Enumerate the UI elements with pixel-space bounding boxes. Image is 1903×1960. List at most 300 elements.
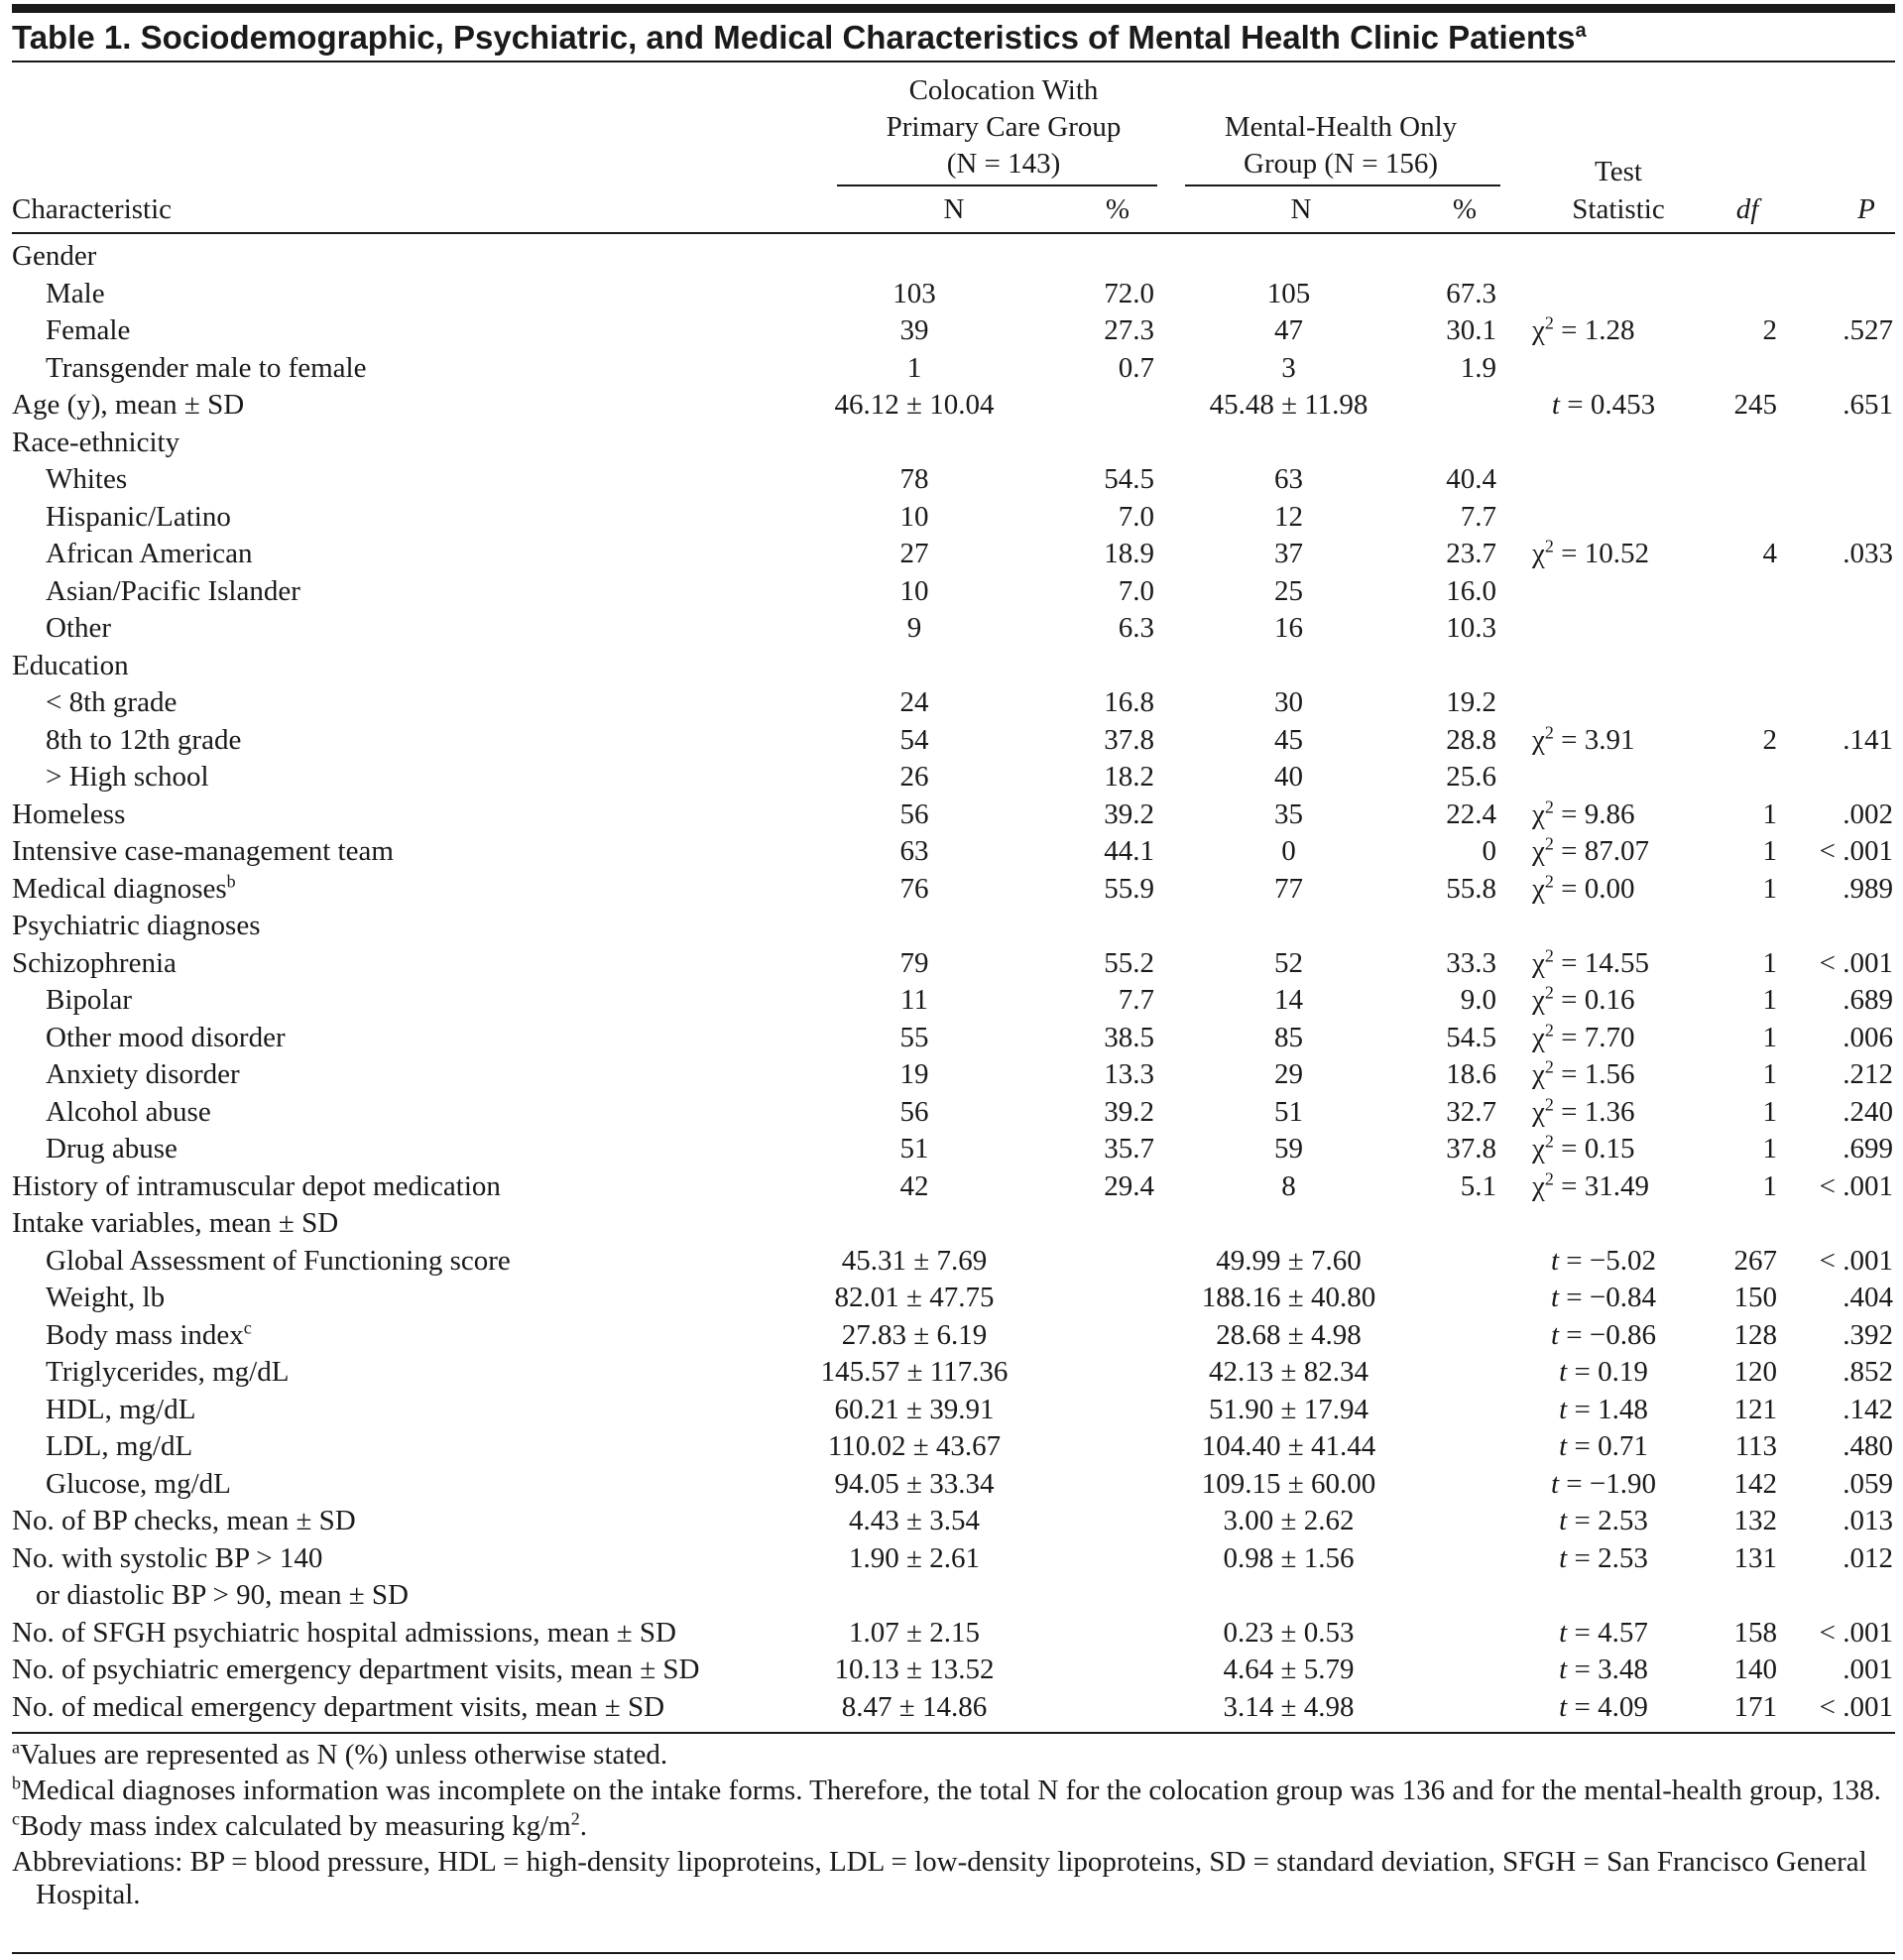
row-label [12,1392,859,1429]
cell-n-mental-health: 77 [1274,872,1303,905]
cell-df: 142 [1733,1467,1777,1500]
cell-test-statistic: t = 0.19 [1559,1356,1648,1388]
cell-n-mental-health: 25 [1274,574,1303,607]
row-label-text: Other mood disorder [46,1021,286,1053]
cell-df: 150 [1733,1282,1777,1313]
cell-test-statistic: t = 0.453 [1551,389,1656,421]
cell-p-value: .002 [1843,797,1893,830]
row-label [12,1503,825,1540]
row-label-text: LDL, mg/dL [46,1430,193,1462]
cell-mean-mental-health: 42.13 ± 82.34 [1209,1356,1368,1388]
cell-pct-mental-health: 18.6 [1446,1058,1496,1090]
row-label-text: Body mass index [46,1318,244,1351]
cell-mean-mental-health: 45.48 ± 11.98 [1209,389,1368,421]
cell-n-mental-health: 85 [1274,1021,1303,1053]
row-label [12,1243,859,1281]
cell-pct-colocation: 7.0 [1118,500,1154,533]
cell-pct-colocation: 54.5 [1104,463,1154,495]
cell-pct-mental-health: 0 [1482,835,1496,867]
cell-pct-colocation: 39.2 [1104,1095,1154,1128]
table-body [12,238,1895,1726]
cell-p-value: .404 [1843,1282,1893,1313]
cell-pct-colocation: 35.7 [1104,1133,1154,1164]
cell-test-statistic: $\chi^2 = 7.70$ [1532,1019,1635,1053]
cell-df: 131 [1733,1541,1777,1574]
chi-square-value: 31.49 [1584,1169,1649,1202]
cell-p-value: .651 [1843,389,1893,421]
cell-n-colocation: 51 [899,1133,929,1164]
row-label-text: Weight, lb [46,1282,166,1313]
table-row [12,908,1895,945]
chi-square-exponent: 2 [1544,833,1554,854]
footnote [12,1846,1895,1911]
t-symbol: t [1559,1690,1568,1723]
table-row [12,1205,1895,1243]
chi-square-value: 1.56 [1584,1058,1635,1090]
row-label-text: No. of SFGH psychiatric hospital admissions, mean ± SD [12,1616,676,1649]
row-label [12,796,825,834]
row-label-text: No. of psychiatric emergency department visits, mean ± SD [12,1654,700,1685]
cell-n-mental-health: 3 [1281,351,1296,384]
cell-n-mental-health: 35 [1274,797,1303,830]
cell-n-mental-health: 59 [1274,1133,1303,1164]
table-row [12,610,1895,648]
title-rule [12,61,1895,62]
t-symbol: t [1559,1505,1568,1536]
table-row [12,1652,1895,1689]
chi-square-exponent: 2 [1544,721,1554,742]
cell-test-statistic: $\chi^2 = 1.56$ [1532,1056,1635,1090]
row-label-text: African American [46,538,253,569]
row-label-text: Other [46,612,112,644]
row-label [12,1354,859,1392]
cell-df: 2 [1762,314,1777,346]
cell-pct-mental-health: 32.7 [1446,1095,1496,1128]
cell-p-value: .013 [1843,1505,1893,1536]
cell-test-statistic: t = 4.09 [1559,1690,1648,1723]
row-label [12,1131,859,1168]
df-header: df [1735,193,1759,225]
chi-square-exponent: 2 [1544,982,1554,1003]
row-label-text: No. with systolic BP > 140 [12,1541,323,1574]
table-row [12,350,1895,388]
cell-pct-colocation: 13.3 [1104,1058,1154,1090]
cell-pct-colocation: 29.4 [1104,1169,1154,1202]
cell-n-colocation: 11 [900,984,928,1016]
t-value: −5.02 [1589,1244,1657,1277]
cell-test-statistic: t = −5.02 [1550,1244,1657,1277]
row-label [12,1689,825,1727]
cell-mean-mental-health: 4.64 ± 5.79 [1223,1654,1355,1685]
group1-span-rule [837,184,1157,186]
cell-pct-colocation: 7.0 [1118,574,1154,607]
cell-p-value: .001 [1843,1654,1893,1685]
table-row [12,945,1895,983]
cell-test-statistic: $\chi^2 = 10.52$ [1532,536,1649,569]
table-row [12,1280,1895,1317]
cell-p-value: .141 [1843,723,1893,756]
cell-p-value: .480 [1843,1430,1893,1462]
cell-pct-mental-health: 28.8 [1446,723,1496,756]
cell-n-colocation: 1 [906,351,922,384]
cell-df: 1 [1762,984,1777,1016]
table-title-text: Table 1. Sociodemographic, Psychiatric, and Medical Characteristics of Mental Health Clinic Patients [12,19,1576,56]
footnote-mark: b [226,870,236,891]
cell-mean-mental-health: 28.68 ± 4.98 [1216,1318,1362,1351]
t-value: 1.48 [1598,1393,1648,1425]
table-row [12,1466,1895,1504]
cell-df: 158 [1733,1616,1777,1649]
t-symbol: t [1550,1318,1560,1351]
cell-p-value: .142 [1843,1393,1893,1425]
cell-n-colocation: 19 [899,1058,929,1090]
row-label [12,1056,859,1094]
row-label-text: HDL, mg/dL [46,1393,196,1425]
table-row [12,1056,1895,1094]
cell-pct-mental-health: 23.7 [1446,538,1496,569]
t-symbol: t [1559,1356,1568,1388]
cell-n-mental-health: 51 [1274,1095,1303,1128]
cell-test-statistic: t = 2.53 [1559,1541,1648,1574]
footnote-text: Body mass index calculated by measuring kg/m [20,1810,571,1842]
cell-n-colocation: 26 [899,761,929,793]
row-label [12,1540,825,1615]
cell-df: 1 [1762,1021,1777,1053]
table-row [12,833,1895,871]
chi-square-exponent: 2 [1544,870,1554,891]
cell-pct-mental-health: 30.1 [1446,314,1496,346]
cell-test-statistic: $\chi^2 = 3.91$ [1532,721,1635,756]
cell-n-colocation: 55 [899,1021,929,1053]
cell-pct-colocation: 16.8 [1104,686,1154,718]
t-value: 0.71 [1598,1430,1648,1462]
characteristic-header: Characteristic [12,193,173,225]
cell-p-value: < .001 [1819,946,1893,979]
cell-n-colocation: 10 [899,500,929,533]
t-value: 2.53 [1598,1541,1648,1574]
cell-mean-colocation: 60.21 ± 39.91 [834,1393,995,1425]
cell-n-mental-health: 12 [1274,500,1303,533]
table-row [12,1168,1895,1206]
t-symbol: t [1551,389,1560,421]
cell-mean-mental-health: 104.40 ± 41.44 [1201,1430,1376,1462]
cell-n-colocation: 78 [899,463,929,495]
cell-p-value: .059 [1843,1467,1893,1500]
cell-p-value: .212 [1843,1058,1893,1090]
footnote-tail: . [579,1810,587,1842]
chi-square-value: 87.07 [1584,835,1649,867]
cell-df: 1 [1762,1133,1777,1164]
row-label [12,1020,859,1057]
cell-n-mental-health: 0 [1281,835,1296,867]
row-label [12,350,859,388]
p-header: P [1857,193,1875,225]
row-label-text: Psychiatric diagnoses [12,910,261,941]
cell-mean-colocation: 45.31 ± 7.69 [841,1244,988,1277]
row-label [12,387,825,425]
chi-square-exponent: 2 [1544,1093,1554,1114]
row-label [12,1317,859,1355]
row-label-text: Education [12,649,129,681]
t-symbol: t [1550,1282,1560,1313]
cell-mean-colocation: 1.07 ± 2.15 [849,1616,980,1649]
footnote [12,1810,1895,1843]
row-label [12,759,859,796]
table-row [12,536,1895,573]
table-row [12,1317,1895,1355]
cell-n-colocation: 39 [899,314,929,346]
chi-square-exponent: 2 [1544,536,1554,556]
group1-header-line1: Colocation With [908,74,1099,106]
t-symbol: t [1550,1467,1560,1500]
chi-square-exponent: 2 [1544,1056,1554,1077]
footnote-mark: a [12,1737,20,1758]
row-label [12,312,859,350]
t-symbol: t [1559,1616,1568,1649]
row-label [12,648,825,685]
cell-n-colocation: 79 [899,946,929,979]
end-rule [12,1952,1895,1954]
cell-p-value: < .001 [1819,1690,1893,1723]
cell-mean-mental-health: 188.16 ± 40.80 [1201,1282,1376,1313]
row-label-text: Male [46,277,105,309]
table-row [12,499,1895,537]
chi-square-value: 7.70 [1584,1021,1635,1053]
row-label [12,1094,859,1132]
row-label [12,1168,825,1206]
cell-p-value: .989 [1843,872,1893,905]
table-row [12,1503,1895,1540]
chi-square-exponent: 2 [1544,796,1554,816]
table-row [12,684,1895,722]
row-label-text: Drug abuse [46,1133,178,1164]
cell-df: 1 [1762,1095,1777,1128]
table-row [12,648,1895,685]
cell-pct-colocation: 6.3 [1118,612,1154,644]
cell-p-value: < .001 [1819,835,1893,867]
footnote-mark: c [243,1316,252,1337]
cell-pct-colocation: 37.8 [1104,723,1154,756]
cell-p-value: .392 [1843,1318,1893,1351]
title-footnote-mark: a [1575,20,1587,42]
cell-mean-mental-health: 0.98 ± 1.56 [1223,1541,1355,1574]
cell-pct-mental-health: 16.0 [1446,574,1496,607]
row-label [12,908,825,945]
row-label-text: Age (y), mean ± SD [12,389,245,421]
row-label-text: No. of medical emergency department visits, mean ± SD [12,1690,665,1723]
cell-test-statistic: t = −1.90 [1550,1467,1657,1500]
cell-n-mental-health: 8 [1281,1169,1296,1202]
cell-mean-colocation: 1.90 ± 2.61 [849,1541,980,1574]
row-label-text: > High school [46,761,209,793]
cell-n-mental-health: 14 [1274,984,1303,1016]
cell-mean-mental-health: 3.14 ± 4.98 [1223,1690,1355,1723]
cell-p-value: .699 [1843,1133,1893,1164]
cell-n-colocation: 9 [906,612,922,644]
table-row [12,425,1895,462]
cell-n-colocation: 56 [899,797,929,830]
cell-pct-mental-health: 54.5 [1446,1021,1496,1053]
footnote [12,1775,1895,1807]
cell-pct-mental-health: 67.3 [1446,277,1496,309]
footnote-text: Medical diagnoses information was incomplete on the intake forms. Therefore, the total N for the colocation group was 136 and for the mental-health group, 138. [21,1775,1881,1806]
cell-test-statistic: $\chi^2 = 9.86$ [1532,796,1635,830]
cell-n-mental-health: 30 [1274,686,1303,718]
t-symbol: t [1559,1541,1568,1574]
t-value: 4.09 [1598,1690,1648,1723]
cell-pct-mental-health: 5.1 [1460,1169,1496,1202]
cell-pct-mental-health: 19.2 [1446,686,1496,718]
t-value: 2.53 [1598,1505,1648,1536]
cell-df: 1 [1762,835,1777,867]
footnote [12,1739,1895,1772]
row-label-text: Glucose, mg/dL [46,1467,231,1500]
cell-test-statistic: t = 2.53 [1559,1505,1648,1536]
group1-header-line2: Primary Care Group [886,111,1122,143]
cell-df: 128 [1733,1318,1777,1351]
t-value: 4.57 [1598,1616,1648,1649]
table-row [12,1540,1895,1615]
row-label-text: Female [46,314,131,346]
pct2-header: % [1452,193,1478,225]
cell-test-statistic: t = 0.71 [1559,1430,1648,1462]
table-row [12,796,1895,834]
cell-p-value: .689 [1843,984,1893,1016]
cell-test-statistic: $\chi^2 = 31.49$ [1532,1167,1649,1202]
row-label-continuation: or diastolic BP > 90, mean ± SD [36,1579,409,1611]
cell-pct-mental-health: 7.7 [1460,500,1496,533]
row-label [12,982,859,1020]
cell-pct-mental-health: 22.4 [1446,797,1496,830]
t-value: −0.84 [1589,1282,1657,1313]
cell-n-colocation: 10 [899,574,929,607]
cell-df: 1 [1762,872,1777,905]
row-label-text: History of intramuscular depot medication [12,1169,501,1202]
cell-mean-mental-health: 3.00 ± 2.62 [1223,1505,1355,1536]
cell-df: 245 [1733,389,1777,421]
cell-df: 113 [1734,1430,1777,1462]
cell-n-colocation: 76 [899,872,929,905]
header-rule [12,232,1895,234]
chi-square-value: 1.36 [1584,1095,1635,1128]
cell-pct-mental-health: 55.8 [1446,872,1496,905]
n2-header: N [1290,193,1312,225]
group1-header-line3: (N = 143) [946,148,1061,180]
cell-df: 267 [1733,1244,1777,1277]
row-label-text: Asian/Pacific Islander [46,574,300,607]
row-label-text: < 8th grade [46,686,178,718]
table-row [12,238,1895,276]
cell-pct-mental-health: 37.8 [1446,1133,1496,1164]
cell-n-colocation: 24 [899,686,929,718]
table-row [12,461,1895,499]
top-rule [12,4,1895,13]
cell-mean-mental-health: 0.23 ± 0.53 [1223,1616,1355,1649]
cell-pct-mental-health: 10.3 [1446,612,1496,644]
table-row [12,312,1895,350]
group2-header-line1: Mental-Health Only [1224,111,1458,143]
cell-pct-mental-health: 25.6 [1446,761,1496,793]
chi-square-value: 9.86 [1584,797,1635,830]
cell-n-colocation: 103 [892,277,936,309]
cell-df: 171 [1733,1690,1777,1723]
cell-df: 120 [1733,1356,1777,1388]
row-label-text: Triglycerides, mg/dL [46,1356,290,1388]
t-value: −0.86 [1589,1318,1657,1351]
cell-test-statistic: $\chi^2 = 14.55$ [1532,944,1649,979]
table-row [12,1243,1895,1281]
table-row [12,1392,1895,1429]
cell-pct-mental-health: 40.4 [1446,463,1496,495]
cell-test-statistic: $\chi^2 = 0.00$ [1532,870,1635,905]
cell-mean-mental-health: 49.99 ± 7.60 [1216,1244,1362,1277]
cell-mean-mental-health: 51.90 ± 17.94 [1209,1393,1368,1425]
row-label-text: No. of BP checks, mean ± SD [12,1505,356,1536]
chi-square-exponent: 2 [1544,1167,1554,1188]
row-label-text: 8th to 12th grade [46,723,242,756]
cell-pct-colocation: 55.2 [1104,946,1154,979]
cell-test-statistic: t = 3.48 [1559,1654,1648,1685]
footnote-mark: b [12,1773,21,1793]
footnotes [12,1739,1895,1914]
t-value: 0.19 [1598,1356,1648,1388]
row-label [12,461,859,499]
table-row [12,871,1895,909]
pct1-header: % [1105,193,1130,225]
row-label-text: Intensive case-management team [12,835,394,867]
cell-pct-colocation: 18.9 [1104,538,1154,569]
cell-df: 140 [1733,1654,1777,1685]
row-label [12,871,825,909]
cell-pct-colocation: 55.9 [1104,872,1154,905]
table-row [12,1354,1895,1392]
row-label-text: Transgender male to female [46,351,367,384]
chi-square-exponent: 2 [1544,1019,1554,1040]
cell-test-statistic: $\chi^2 = 1.28$ [1532,312,1635,346]
cell-p-value: < .001 [1819,1169,1893,1202]
cell-n-colocation: 42 [899,1169,929,1202]
cell-pct-colocation: 27.3 [1104,314,1154,346]
t-value: 0.453 [1590,389,1656,421]
t-symbol: t [1559,1393,1568,1425]
cell-pct-mental-health: 9.0 [1460,984,1496,1016]
cell-n-colocation: 56 [899,1095,929,1128]
row-label [12,1280,859,1317]
cell-p-value: .012 [1843,1541,1893,1574]
cell-test-statistic: $\chi^2 = 87.07$ [1532,833,1649,867]
cell-mean-colocation: 46.12 ± 10.04 [834,389,995,421]
cell-n-colocation: 54 [899,723,929,756]
row-label [12,945,825,983]
cell-mean-colocation: 110.02 ± 43.67 [827,1430,1002,1462]
cell-n-mental-health: 40 [1274,761,1303,793]
row-label [12,722,859,760]
cell-p-value: .033 [1843,538,1893,569]
row-label [12,276,859,313]
cell-n-colocation: 27 [899,538,929,569]
row-label-text: Hispanic/Latino [46,500,231,533]
cell-mean-mental-health: 109.15 ± 60.00 [1201,1467,1376,1500]
cell-pct-colocation: 38.5 [1104,1021,1154,1053]
row-label-text: Global Assessment of Functioning score [46,1244,511,1277]
table-row [12,1615,1895,1653]
chi-square-value: 14.55 [1584,946,1649,979]
table-row [12,1131,1895,1168]
cell-pct-mental-health: 1.9 [1460,351,1496,384]
footnote-mark: c [12,1808,20,1829]
cell-p-value: .006 [1843,1021,1893,1053]
row-label-text: Intake variables, mean ± SD [12,1207,339,1239]
